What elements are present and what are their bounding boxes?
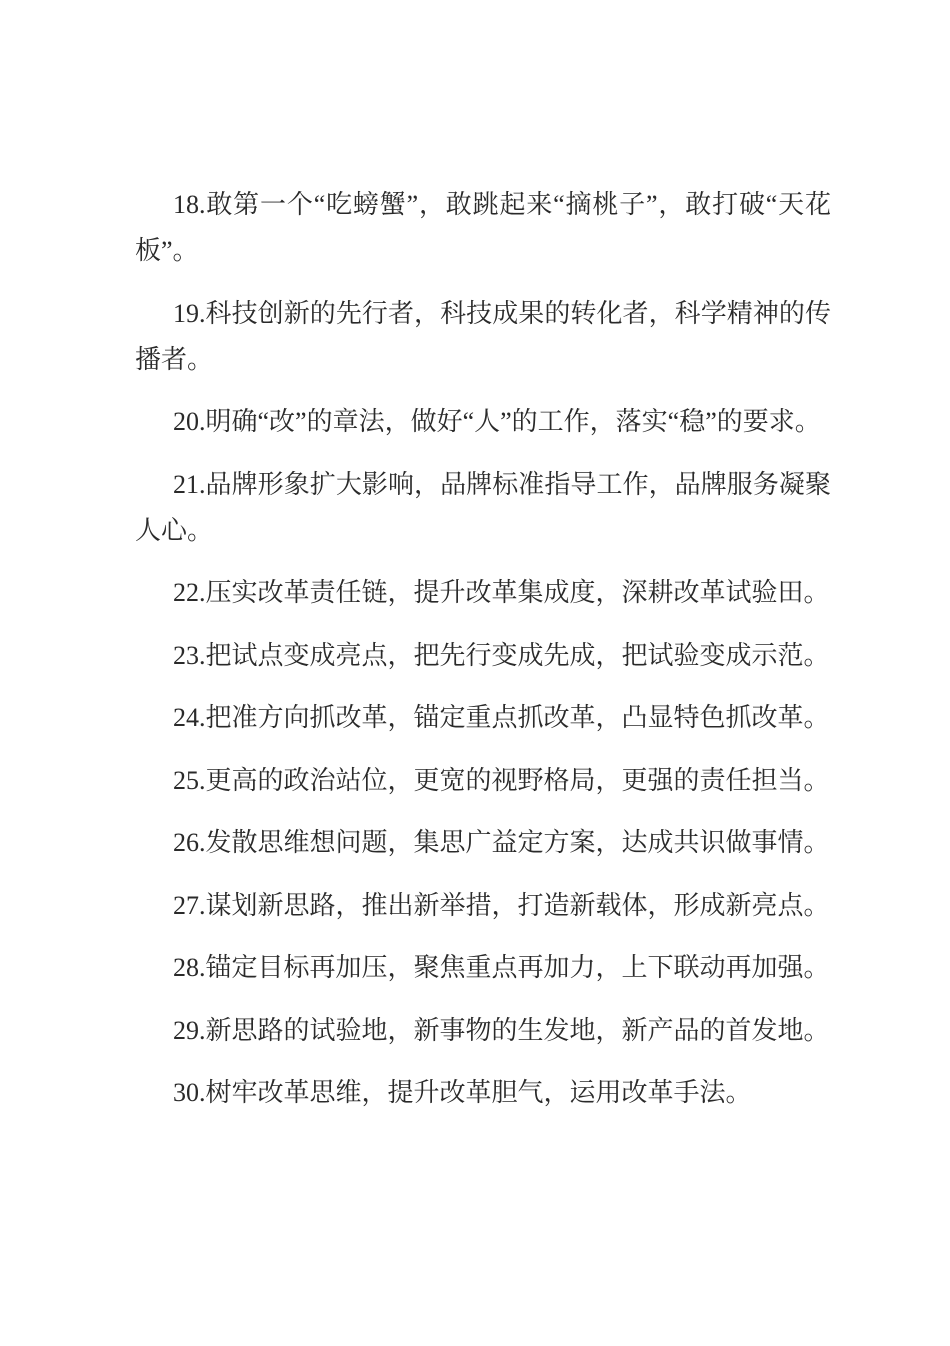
- list-item-25: 25.更高的政治站位，更宽的视野格局，更强的责任担当。: [173, 765, 830, 795]
- list-item-23: 23.把试点变成亮点，把先行变成先成，把试验变成示范。: [173, 640, 830, 670]
- list-item-22: 22.压实改革责任链，提升改革集成度，深耕改革试验田。: [173, 578, 830, 607]
- list-item-19: 19.科技创新的先行者，科技成果的转化者，科学精神的传播者。: [135, 298, 831, 374]
- list-item-18: 18.敢第一个“吃螃蟹”，敢跳起来“摘桃子”，敢打破“天花板”。: [135, 190, 831, 265]
- list-item-20: 20.明确“改”的章法，做好“人”的工作，落实“稳”的要求。: [173, 407, 821, 436]
- list-item-29: 29.新思路的试验地，新事物的生发地，新产品的首发地。: [173, 1015, 830, 1045]
- list-item-27: 27.谋划新思路，推出新举措，打造新载体，形成新亮点。: [173, 890, 830, 920]
- document-page: [135, 182, 831, 1133]
- list-item-24: 24.把准方向抓改革，锚定重点抓改革，凸显特色抓改革。: [173, 703, 830, 732]
- list-item-21: 21.品牌形象扩大影响，品牌标准指导工作，品牌服务凝聚人心。: [135, 469, 831, 545]
- list-item-30: 30.树牢改革思维，提升改革胆气，运用改革手法。: [173, 1078, 752, 1107]
- list-item-28: 28.锚定目标再加压，聚焦重点再加力，上下联动再加强。: [173, 953, 830, 982]
- list-item-26: 26.发散思维想问题，集思广益定方案，达成共识做事情。: [173, 828, 830, 857]
